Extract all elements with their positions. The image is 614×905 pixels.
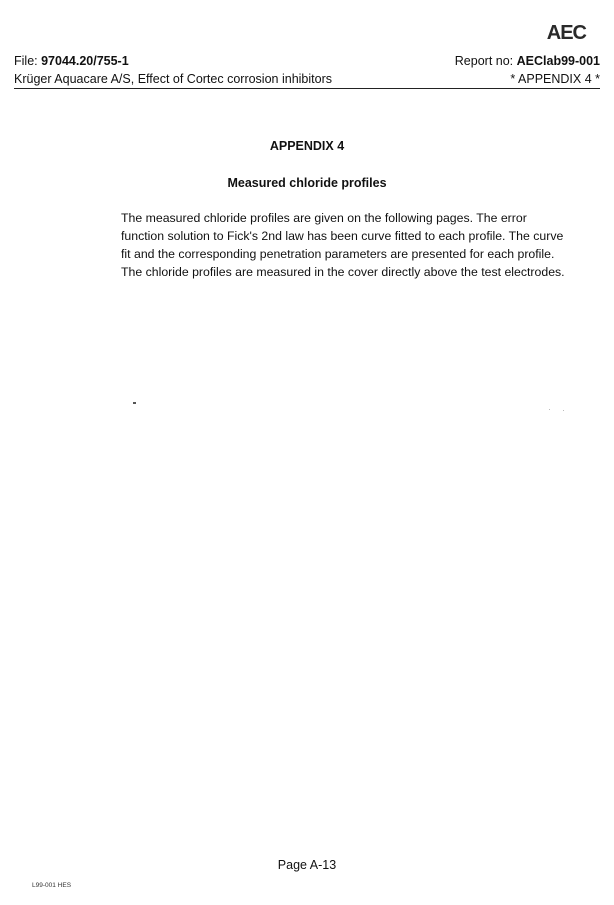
scan-speck (563, 410, 564, 411)
page-number: Page A-13 (277, 858, 337, 872)
paragraph-line: The measured chloride profiles are given on the following pages. The error (121, 211, 527, 225)
scan-speck (133, 402, 136, 404)
body-paragraph (121, 209, 591, 281)
appendix-tag: * APPENDIX 4 * (510, 72, 600, 86)
scan-speck (549, 409, 550, 410)
paragraph-line: function solution to Fick's 2nd law has been curve fitted to each profile. The curve (121, 229, 564, 243)
file-reference (14, 53, 129, 69)
file-label: File: (14, 54, 42, 68)
header-divider (14, 88, 600, 89)
report-subtitle: Krüger Aquacare A/S, Effect of Cortec corrosion inhibitors (14, 72, 332, 86)
aec-logo: AEC (546, 22, 586, 44)
file-number: 97044.20/755-1 (41, 54, 129, 68)
appendix-title: APPENDIX 4 (269, 139, 345, 153)
report-number: AEClab99-001 (516, 54, 600, 68)
paragraph-line: The chloride profiles are measured in the cover directly above the test electrodes. (121, 265, 565, 279)
report-label: Report no: (454, 54, 517, 68)
report-reference (455, 53, 600, 69)
section-title: Measured chloride profiles (227, 176, 387, 190)
paragraph-line: fit and the corresponding penetration parameters are presented for each profile. (121, 247, 555, 261)
document-code: L99-001 HES (32, 882, 72, 889)
